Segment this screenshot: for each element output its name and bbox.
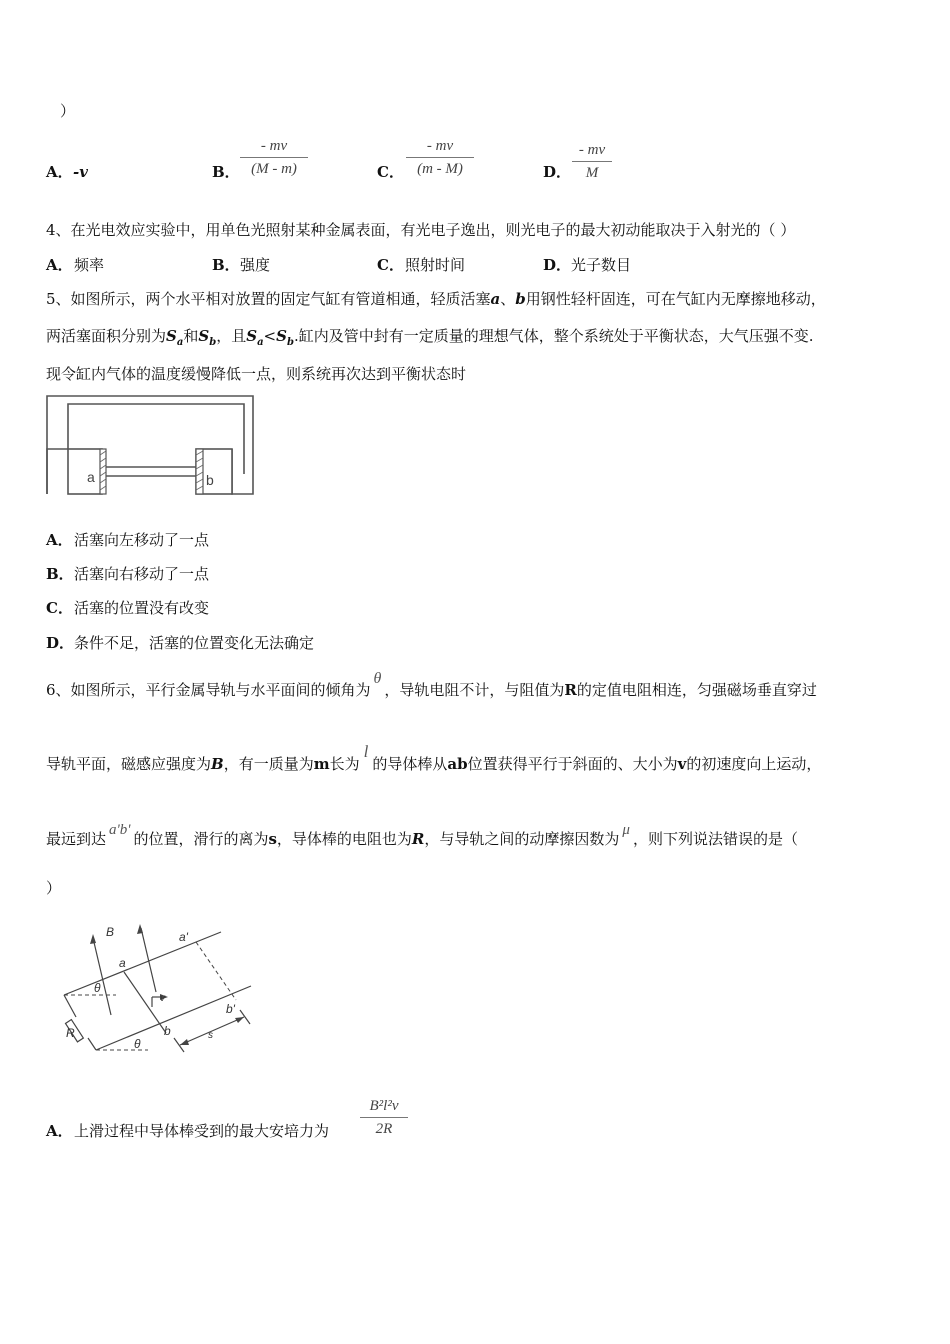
q6-theta-symbol: θ bbox=[373, 670, 382, 687]
q5-line2-and: 和 bbox=[183, 327, 199, 345]
q3-option-b-denominator: (M - m) bbox=[251, 161, 297, 177]
q6-position-ab: ab bbox=[447, 755, 468, 773]
q5-area-sb-sub: b bbox=[209, 337, 217, 348]
q5-area-sa-sub: a bbox=[176, 337, 184, 348]
q6-option-a-denominator: 2R bbox=[375, 1121, 393, 1137]
q5-area-sa: S bbox=[166, 327, 177, 345]
q4-option-a-text: 频率 bbox=[74, 256, 105, 274]
fraction-bar bbox=[406, 157, 474, 158]
q5-cmp-sa: S bbox=[246, 327, 258, 345]
q3-option-b-numerator: - mv bbox=[260, 138, 288, 154]
q6-stem-line-2 bbox=[46, 742, 822, 774]
q5-figure-label-a: a bbox=[87, 469, 95, 485]
q6-mass-m: m bbox=[313, 755, 330, 773]
q6-line3-part-e: ，则下列说法错误的是（ bbox=[632, 830, 798, 848]
q5-area-sb: S bbox=[198, 327, 210, 345]
q5-cmp-sb-sub: b bbox=[286, 337, 294, 348]
q6-figure-label-b: b bbox=[164, 1024, 171, 1038]
q5-stem-line-2 bbox=[46, 326, 814, 353]
fraction-bar bbox=[240, 157, 308, 158]
q5-line2-part-b: ，且 bbox=[216, 327, 247, 345]
q6-line1-part-b: ，导轨电阻不计，与阻值为 bbox=[384, 681, 565, 699]
q3-option-a-label: A． bbox=[46, 163, 73, 181]
q6-line2-part-f: 的初速度向上运动， bbox=[686, 755, 822, 773]
q4-option-c-label: C． bbox=[377, 256, 404, 274]
q6-stem-line-4: ） bbox=[46, 879, 62, 897]
q6-figure-label-r: R bbox=[66, 1026, 75, 1040]
q6-line2-part-e: 位置获得平行于斜面的、大小为 bbox=[467, 755, 678, 773]
fraction-bar bbox=[360, 1117, 408, 1118]
q6-field-b: B bbox=[211, 755, 224, 773]
q6-figure-label-a: a bbox=[119, 956, 126, 970]
q3-option-c-denominator: (m - M) bbox=[417, 161, 463, 177]
q6-option-a-text: 上滑过程中导体棒受到的最大安培力为 bbox=[74, 1122, 330, 1140]
q5-line2-part-a: 两活塞面积分别为 bbox=[46, 327, 167, 345]
q6-resistor-r: R bbox=[564, 681, 577, 699]
q5-stem-line-3: 现令缸内气体的温度缓慢降低一点，则系统再次达到平衡状态时 bbox=[46, 365, 467, 383]
q6-line1-part-c: 的定值电阻相连，匀强磁场垂直穿过 bbox=[576, 681, 817, 699]
piston-a bbox=[100, 449, 106, 494]
q6-figure-label-theta-1: θ bbox=[94, 981, 101, 995]
q6-line2-part-a: 导轨平面，磁感应强度为 bbox=[46, 755, 212, 773]
q6-position-ab-prime: a'b' bbox=[109, 822, 131, 838]
fraction-bar bbox=[572, 161, 612, 162]
q5-option-b-text: 活塞向右移动了一点 bbox=[74, 565, 210, 583]
q4-option-a-label: A． bbox=[46, 256, 73, 274]
q4-option-c-text: 照射时间 bbox=[405, 256, 466, 274]
q6-rod-resistance-r: R bbox=[411, 830, 425, 848]
q5-figure-label-b: b bbox=[206, 472, 214, 488]
q5-line1-sep: 、 bbox=[500, 290, 516, 308]
q6-option-a-fraction bbox=[360, 1097, 408, 1138]
q6-rails-figure bbox=[56, 920, 256, 1065]
q6-line3-part-a: 最远到达 bbox=[46, 830, 107, 848]
q5-cmp-lt: < bbox=[263, 327, 277, 345]
q5-cylinder-figure bbox=[44, 394, 256, 498]
q6-figure-label-v: v bbox=[160, 993, 165, 1004]
q6-option-a-label: A． bbox=[46, 1122, 73, 1140]
q6-figure-label-s: s bbox=[208, 1030, 213, 1041]
q6-stem-line-1 bbox=[46, 670, 817, 701]
q3-closing-paren: ） bbox=[60, 102, 76, 120]
q5-cmp-sa-sub: a bbox=[257, 337, 264, 348]
q6-mu-symbol: μ bbox=[622, 822, 630, 838]
q3-option-b-label: B． bbox=[212, 163, 240, 181]
q3-option-c-label: C． bbox=[377, 163, 404, 181]
lower-rail bbox=[96, 986, 251, 1050]
q6-stem-line-3 bbox=[46, 822, 798, 850]
q5-stem-line-1 bbox=[46, 289, 826, 309]
rod-a-prime-b-prime bbox=[196, 942, 236, 1000]
q5-option-a-label: A． bbox=[46, 531, 73, 549]
q4-option-d-label: D． bbox=[543, 256, 572, 274]
q5-line1-part-a: 5、如图所示，两个水平相对放置的固定气缸有管道相通，轻质活塞 bbox=[46, 290, 491, 308]
q3-option-d-fraction bbox=[572, 141, 612, 182]
q4-option-b-label: B． bbox=[212, 256, 240, 274]
q6-figure-label-b-field: B bbox=[106, 925, 115, 939]
field-arrow-1 bbox=[93, 938, 111, 1015]
q6-line2-part-d: 的导体棒从 bbox=[372, 755, 448, 773]
q3-option-c-fraction bbox=[406, 137, 474, 178]
left-cylinder bbox=[68, 449, 102, 494]
q6-line1-part-a: 6、如图所示，平行金属导轨与水平面间的倾角为 bbox=[46, 681, 371, 699]
q5-piston-b: b bbox=[515, 290, 526, 308]
q6-line3-part-d: ，与导轨之间的动摩擦因数为 bbox=[424, 830, 620, 848]
q3-option-d-numerator: - mv bbox=[578, 142, 606, 158]
q6-option-a-numerator: B²l²v bbox=[369, 1098, 399, 1114]
q4-option-b-text: 强度 bbox=[240, 256, 271, 274]
q5-line1-part-e: 用钢性轻杆固连，可在气缸内无摩擦地移动， bbox=[525, 290, 826, 308]
q3-option-c-numerator: - mv bbox=[426, 138, 454, 154]
q6-length-l: l bbox=[363, 742, 369, 761]
q4-option-d-text: 光子数目 bbox=[571, 256, 632, 274]
q5-option-c-text: 活塞的位置没有改变 bbox=[74, 599, 210, 617]
q3-option-b-fraction bbox=[240, 137, 308, 178]
q6-distance-s: s bbox=[268, 830, 277, 848]
upper-rail bbox=[64, 932, 221, 995]
q5-option-c-label: C． bbox=[46, 599, 73, 617]
q6-velocity-v: v bbox=[677, 755, 687, 773]
q5-cmp-sb: S bbox=[276, 327, 287, 345]
q5-piston-a: a bbox=[490, 290, 501, 308]
q6-figure-label-theta-2: θ bbox=[134, 1037, 141, 1051]
q4-stem: 4、在光电效应实验中，用单色光照射某种金属表面，有光电子逸出，则光电子的最大初动能取决于入射光的（ ） bbox=[46, 221, 796, 239]
q5-option-a-text: 活塞向左移动了一点 bbox=[74, 531, 210, 549]
q6-figure-label-b-prime: b' bbox=[226, 1002, 235, 1016]
q3-option-d-label: D． bbox=[543, 163, 572, 181]
q6-line2-part-b: ，有一质量为 bbox=[223, 755, 314, 773]
q5-line2-part-c: .缸内及管中封有一定质量的理想气体，整个系统处于平衡状态，大气压强不变. bbox=[293, 327, 814, 345]
q6-line3-part-c: ，导体棒的电阻也为 bbox=[276, 830, 412, 848]
q6-line2-part-c: 长为 bbox=[329, 755, 360, 773]
q3-option-a-text: -v bbox=[73, 163, 88, 181]
q6-figure-label-a-prime: a' bbox=[179, 930, 188, 944]
field-arrow-2 bbox=[141, 928, 156, 992]
piston-b bbox=[196, 449, 203, 494]
q3-option-d-denominator: M bbox=[585, 165, 599, 181]
q5-option-d-text: 条件不足，活塞的位置变化无法确定 bbox=[74, 634, 315, 652]
q5-option-b-label: B． bbox=[46, 565, 74, 583]
q6-line3-part-b: 的位置，滑行的离为 bbox=[133, 830, 269, 848]
q5-option-d-label: D． bbox=[46, 634, 75, 652]
